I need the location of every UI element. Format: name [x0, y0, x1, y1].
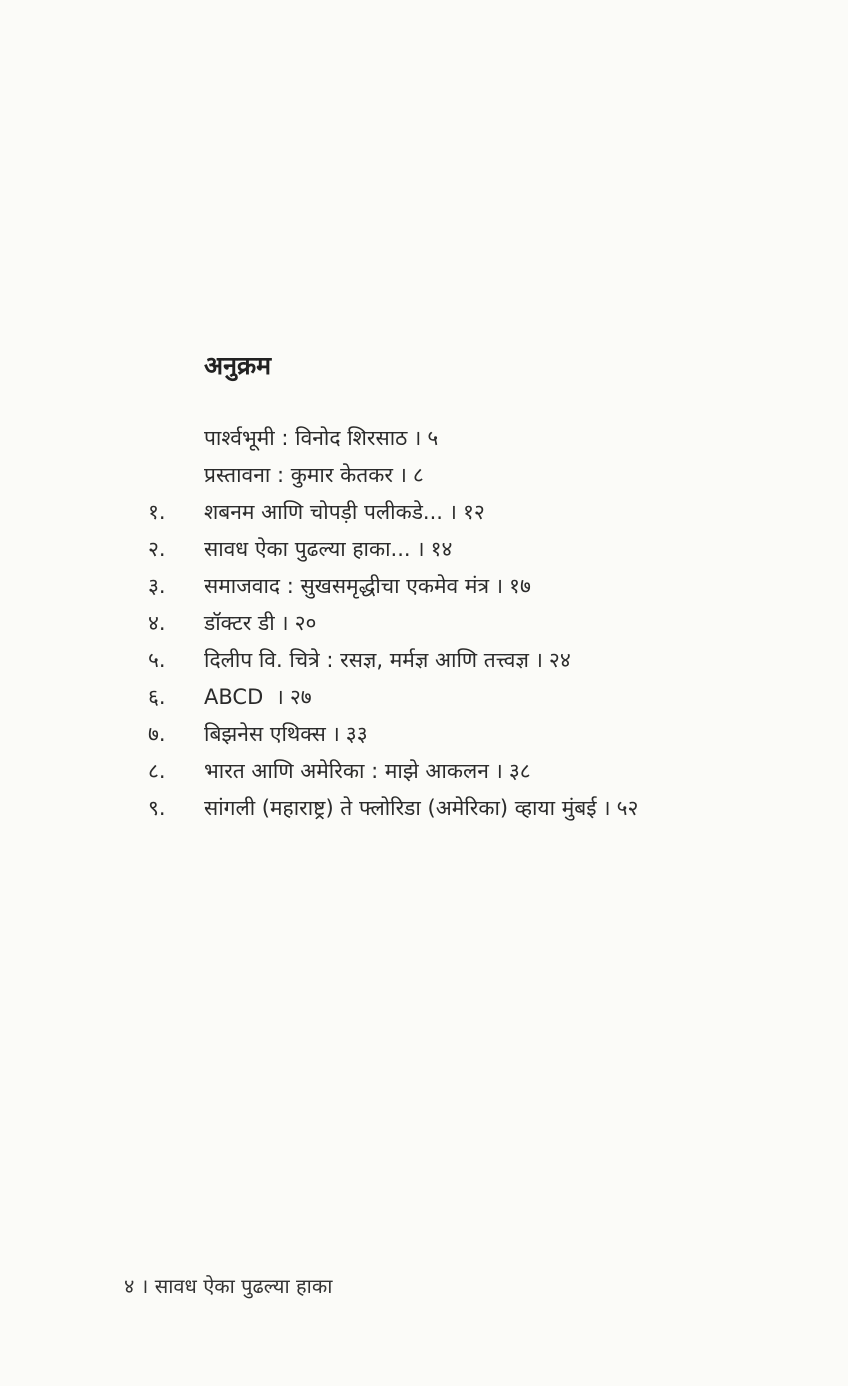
toc-item: [0, 642, 848, 679]
toc-item: [0, 568, 848, 605]
toc-item-entry: [204, 605, 316, 642]
toc-item-separator: ।: [495, 574, 504, 598]
toc-item: [0, 716, 848, 753]
toc-item-entry: [204, 716, 368, 753]
toc-item-title: भारत आणि अमेरिका : माझे आकलन: [204, 759, 489, 783]
toc-item-number: ७.: [148, 722, 166, 746]
toc-item: [0, 531, 848, 568]
toc-item: [0, 457, 848, 494]
toc-item-entry: [204, 457, 424, 494]
toc-item-entry: [204, 420, 438, 457]
toc-item-separator: ।: [494, 759, 503, 783]
toc-item-separator: ।: [602, 796, 611, 820]
toc-item-number: ३.: [148, 574, 166, 598]
toc-item-title: ABCD: [204, 685, 270, 709]
toc-item-title: प्रस्तावना : कुमार केतकर: [204, 463, 393, 487]
toc-item-entry: [204, 494, 485, 531]
toc-item: [0, 679, 848, 716]
toc-item-separator: ।: [416, 537, 425, 561]
toc-item-title: समाजवाद : सुखसमृद्धीचा एकमेव मंत्र: [204, 574, 490, 598]
toc-item-entry: [204, 679, 312, 716]
toc-item-title: शबनम आणि चोपड़ी पलीकडे...: [204, 500, 443, 524]
footer-book-title: सावध ऐका पुढल्या हाका: [154, 1274, 333, 1298]
toc-item-separator: ।: [398, 463, 407, 487]
toc-item-number: ९.: [148, 796, 166, 820]
toc-item-page: २७: [289, 685, 312, 709]
toc-item-title: डॉक्टर डी: [204, 611, 275, 635]
toc-item-separator: ।: [331, 722, 340, 746]
toc-item-separator: ।: [275, 685, 284, 709]
toc-item-title: बिझनेस एथिक्स: [204, 722, 326, 746]
toc-item-title: दिलीप वि. चित्रे : रसज्ञ, मर्मज्ञ आणि तत्त्वज्ञ: [204, 648, 529, 672]
toc-item-separator: ।: [534, 648, 543, 672]
toc-item-page: ५२: [616, 796, 639, 820]
toc-list: [0, 420, 848, 827]
toc-item-page: ८: [412, 463, 424, 487]
toc-item: [0, 494, 848, 531]
toc-item-title: सावध ऐका पुढल्या हाका...: [204, 537, 411, 561]
toc-item-page: २०: [294, 611, 317, 635]
toc-item-page: ३३: [345, 722, 368, 746]
toc-item: [0, 605, 848, 642]
toc-item-entry: [204, 753, 531, 790]
toc-item-page: ३८: [508, 759, 531, 783]
toc-item-page: १२: [462, 500, 485, 524]
toc-heading: अनुक्रम: [204, 351, 272, 380]
toc-item-number: ४.: [148, 611, 166, 635]
toc-item-separator: ।: [280, 611, 289, 635]
toc-item-page: १७: [509, 574, 531, 598]
toc-item-number: ६.: [148, 685, 166, 709]
toc-item-title: सांगली (महाराष्ट्र) ते फ्लोरिडा (अमेरिका) व्हाया मुंबई: [204, 796, 597, 820]
toc-item-entry: [204, 642, 571, 679]
toc-item-title: पार्श्वभूमी : विनोद शिरसाठ: [204, 426, 408, 450]
toc-item-number: १.: [148, 500, 166, 524]
toc-item-number: ५.: [148, 648, 166, 672]
toc-item: [0, 790, 848, 827]
toc-item: [0, 420, 848, 457]
toc-item-number: २.: [148, 537, 166, 561]
footer-separator: ।: [140, 1274, 149, 1298]
toc-item-number: ८.: [148, 759, 166, 783]
toc-item-page: २४: [548, 648, 571, 672]
toc-item-entry: [204, 568, 531, 605]
toc-item-separator: ।: [448, 500, 457, 524]
toc-item: [0, 753, 848, 790]
page-footer: [124, 1272, 332, 1299]
toc-item-separator: ।: [413, 426, 422, 450]
toc-item-page: १४: [430, 537, 453, 561]
toc-item-entry: [204, 531, 452, 568]
toc-item-page: ५: [427, 426, 439, 450]
toc-item-entry: [204, 790, 638, 827]
footer-page-number: ४: [124, 1274, 135, 1298]
